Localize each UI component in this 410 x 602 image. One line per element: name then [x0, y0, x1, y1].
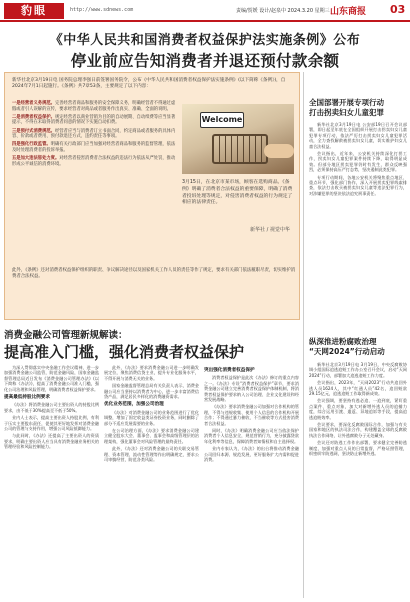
regulation-item-text: 完善经营者商品和服务的安全保障义务，明确经营者不得通过虚假或者引人误解的宣传，要求经营者对商品或者服务作出真实、准确、全面的说明。: [12, 101, 176, 112]
paragraph: 专项行动期间，各地公安机关将聚焦重点地区、重点环节，强化部门协作，深入开展拐卖犯罪线索排查，依法打击收买被拐卖妇女儿童等违法犯罪行为，对涉嫌犯罪的坚决依法追究刑事责任。: [309, 174, 407, 196]
regulation-item-text: 经营者应当与消费者订立书面合同，约定商品或者服务的具体内容、价款或者费用、预付款退还方式、违约责任等事项。: [12, 128, 176, 140]
article-column-3: [204, 365, 299, 598]
paragraph: 为深入贯彻落实中央金融工作会议精神，进一步加强消费金融公司监管，防范金融风险，国家金融监督管理总局近日发布《消费金融公司管理办法》(以下简称《办法》)，提高了消费金融公司准入门槛，强化公司治理和风险管理，明确消费者权益保护要求。: [4, 365, 99, 392]
paragraph: 同时，《办法》明确消费金融公司应当依法保护消费者个人信息安全，规范营销行为，充分披露贷款年化利率等信息，保障消费者知情权和自主选择权。: [204, 428, 299, 444]
sidebar2-body: [309, 362, 407, 598]
regulation-item-text: 明确有关行政部门应当加强对经营者商品和服务的监督管理，依法及时处理消费者的投诉举报。: [12, 142, 176, 153]
paragraph: 会议还对防逃工作作出部署，要求健全完善防逃制度，加强对重点人员的日常监督，严格证照管理，织密织牢防逃网，坚决防止新增外逃。: [309, 440, 407, 457]
paragraph: 会议要求，要深化反腐败国际合作，加强与有关国家和地区的执法司法合作，构建覆盖全球的反腐败执法合作网络，让外逃腐败分子无处藏身。: [309, 422, 407, 438]
website-url[interactable]: http://www.sdnews.com: [70, 7, 134, 13]
paragraph: 此外，《办法》还对消费金融公司的关联交易管理、资本管理、流动性管理等作出明确规定，要求公司审慎经营，防范各类风险。: [104, 446, 199, 463]
sidebar1-title: 全国部署开展专项行动 打击拐卖妇女儿童犯罪: [309, 98, 384, 117]
paragraph: 会议强调，要坚持有逃必追、一追到底，紧盯重点案件、重点对象，加大对新增外逃人员的追捕力度，综合运用引渡、遣返、异地追诉等手段，提高追逃追赃效率。: [309, 398, 407, 420]
paragraph: 业内专家认为，《办法》的出台将推动消费金融公司回归本源、规范发展，更好服务扩大内需和促进消费。: [204, 446, 299, 463]
editor-meta: 责编/贺媛 设计/赵泉中 2024.3.20 星期三: [236, 8, 330, 14]
paragraph: 会议指出，近年来，公安机关持续深化打拐工作，拐卖妇女儿童犯罪案件持续下降，取得明显成效。但部分地区拐卖犯罪仍时有发生，群众反映强烈，必须保持高压严打态势，坚决遏制此类犯罪。: [309, 151, 407, 173]
article-column-2: [104, 365, 199, 598]
regulation-item: [12, 156, 178, 167]
headline-line2: 停业前应告知消费者并退还预付款余额: [70, 52, 340, 70]
paragraph: 国家金融监督管理总局有关负责人表示，消费金融公司应当坚持以消费者为中心，进一步丰富消费信贷产品，满足居民多样化的消费融资需求。: [104, 383, 199, 400]
regulation-item: [12, 115, 178, 126]
article-title: 提高准入门槛，强化消费者权益保护: [4, 343, 245, 361]
headline-line1: 《中华人民共和国消费者权益保护法实施条例》公布: [49, 33, 361, 48]
paragraph: 会议指出，2023年，“天网2023”行动共追回外逃人员1624人，其中“红通人员”42名，追回赃款29.15亿元，追逃追赃工作取得新成效。: [309, 380, 407, 397]
paragraph: 《办法》要求消费金融公司加强对合作机构的管理，不得与违规收集、使用个人信息的合作机构开展合作；不得通过暴力催收、不当催收等方式侵害消费者合法权益。: [204, 404, 299, 426]
column-brand: 豹眼: [4, 3, 64, 19]
regulation-item-title: 四是强化行政监管。: [12, 142, 51, 148]
paragraph: 在公司治理方面，《办法》要求消费金融公司建立健全股东大会、董事会、监事会和高级管理层的治理架构，强化董事会对风险管理的最终责任。: [104, 428, 199, 444]
paragraph: 新华社北京3月19日电 3月19日，中央反腐败协调小组国际追逃追赃工作办公室召开会议，启动“天网2024”行动，部署加大追逃追赃工作力度。: [309, 362, 407, 378]
regulation-item: [12, 129, 178, 140]
masthead-bar: [0, 0, 410, 22]
article-kicker: 消费金融公司管理新规解读：: [4, 330, 128, 341]
paragraph: 新华社北京3月19日电 公安部19日召开会议部署，即日起至年底在全国组织开展打击拐卖妇女儿童犯罪专项行动，依法严厉打击拐卖妇女儿童犯罪活动，全力查找解救被拐卖妇女儿童，切实维护妇女儿童合法权益。: [309, 122, 407, 149]
article-column-1: [4, 365, 99, 598]
shopping-cart-icon: [212, 134, 268, 164]
regulation-item-title: 五是加大违法惩处力度。: [12, 156, 60, 162]
box-footer-text: 此外，《条例》还对消费者权益保护组织的职责、争议解决途径以及国家机关工作人员的责任等作了规定，要求有关部门依法履职尽责，切实维护消费者合法权益。: [12, 268, 296, 279]
box-intro: 新华社北京3月19日电 国务院总理李强日前签署国务院令，公布《中华人民共和国消费者权益保护法实施条例》(以下简称《条例》)，自2024年7月1日起施行。《条例》共7章53条，主要规定了以下内容：: [12, 78, 286, 90]
paragraph: 消费者权益保护是此次《办法》修订的重点内容之一。《办法》专设“消费者权益保护”章节，要求消费金融公司建立完善消费者权益保护体制机制，将消费者权益保护要求纳入公司治理、企业文化建设和经营发展战略。: [204, 375, 299, 403]
paragraph: 与此同时，《办法》还提高了主要出资人的资质要求，明确主要出资人应当具有消费金融业务相关的管理经验和风险控制能力。: [4, 433, 99, 450]
regulation-item: [12, 101, 178, 112]
regulation-list: [12, 101, 178, 170]
paragraph: 《办法》对消费金融公司的业务范围进行了优化调整，增加了固定收益类证券投资业务，同时删除了部分不适应发展需要的业务。: [104, 409, 199, 426]
regulation-item-title: 二是消费者权益保护。: [12, 114, 55, 120]
shopper-hand: [264, 144, 294, 158]
regulation-item-text: 对经营者侵害消费者合法权益的违法行为依法从严处罚，推动形成公平诚信的消费环境。: [12, 156, 176, 167]
article-subheading: 突出强化消费者权益保护: [204, 368, 255, 373]
column-divider: [303, 72, 304, 598]
photo-credit: 新华社 / 视觉中华: [250, 227, 290, 233]
sidebar1-body: [309, 122, 407, 198]
paragraph: 《办法》将消费金融公司主要出资人的持股比例要求，由不低于30%提高至不低于50%。: [4, 402, 99, 413]
shopping-photo: [182, 104, 294, 174]
regulation-item-title: 一是经营者义务规范。: [12, 101, 55, 106]
regulation-item: [12, 142, 178, 153]
article-subheading: 优化业务范围，加强公司治理: [104, 402, 164, 408]
welcome-sign: Welcome: [200, 112, 244, 128]
paragraph: 此外，《办法》要求消费金融公司进一步明确发展定位，聚焦消费信贷主业，提升专业化服务水平，不得开展与消费无关的业务。: [104, 365, 199, 381]
regulation-item-title: 三是预付式消费规范。: [12, 128, 55, 134]
paragraph: 业内人士表示，提高主要出资人持股比例，有利于压实主要股东责任，促使其更好地发挥对消费金融公司的管理与支持作用，增强公司风险抵御能力。: [4, 415, 99, 432]
paper-name: 山东商报: [330, 7, 367, 17]
page-number: 03: [390, 3, 406, 16]
sidebar2-title: 纵深推进粉腐败治理 “天网2024”行动启动: [309, 337, 385, 356]
article-subheading: 提高最低持股比例要求: [4, 395, 50, 401]
photo-caption: 3月15日，在北京市某市场，顾客在选购商品。《条例》明确了消费者合法权益的重要保障，明确了消费者投诉处理等规定，对侵害消费者权益的行为规定了相应的法律责任。: [182, 180, 293, 206]
regulation-item-text: 规定经营者以商业营销为目的的自动展期、自动续费等应当显著提示，不得在未取得消费者同意的情况下实施自动扣费。: [12, 114, 176, 126]
